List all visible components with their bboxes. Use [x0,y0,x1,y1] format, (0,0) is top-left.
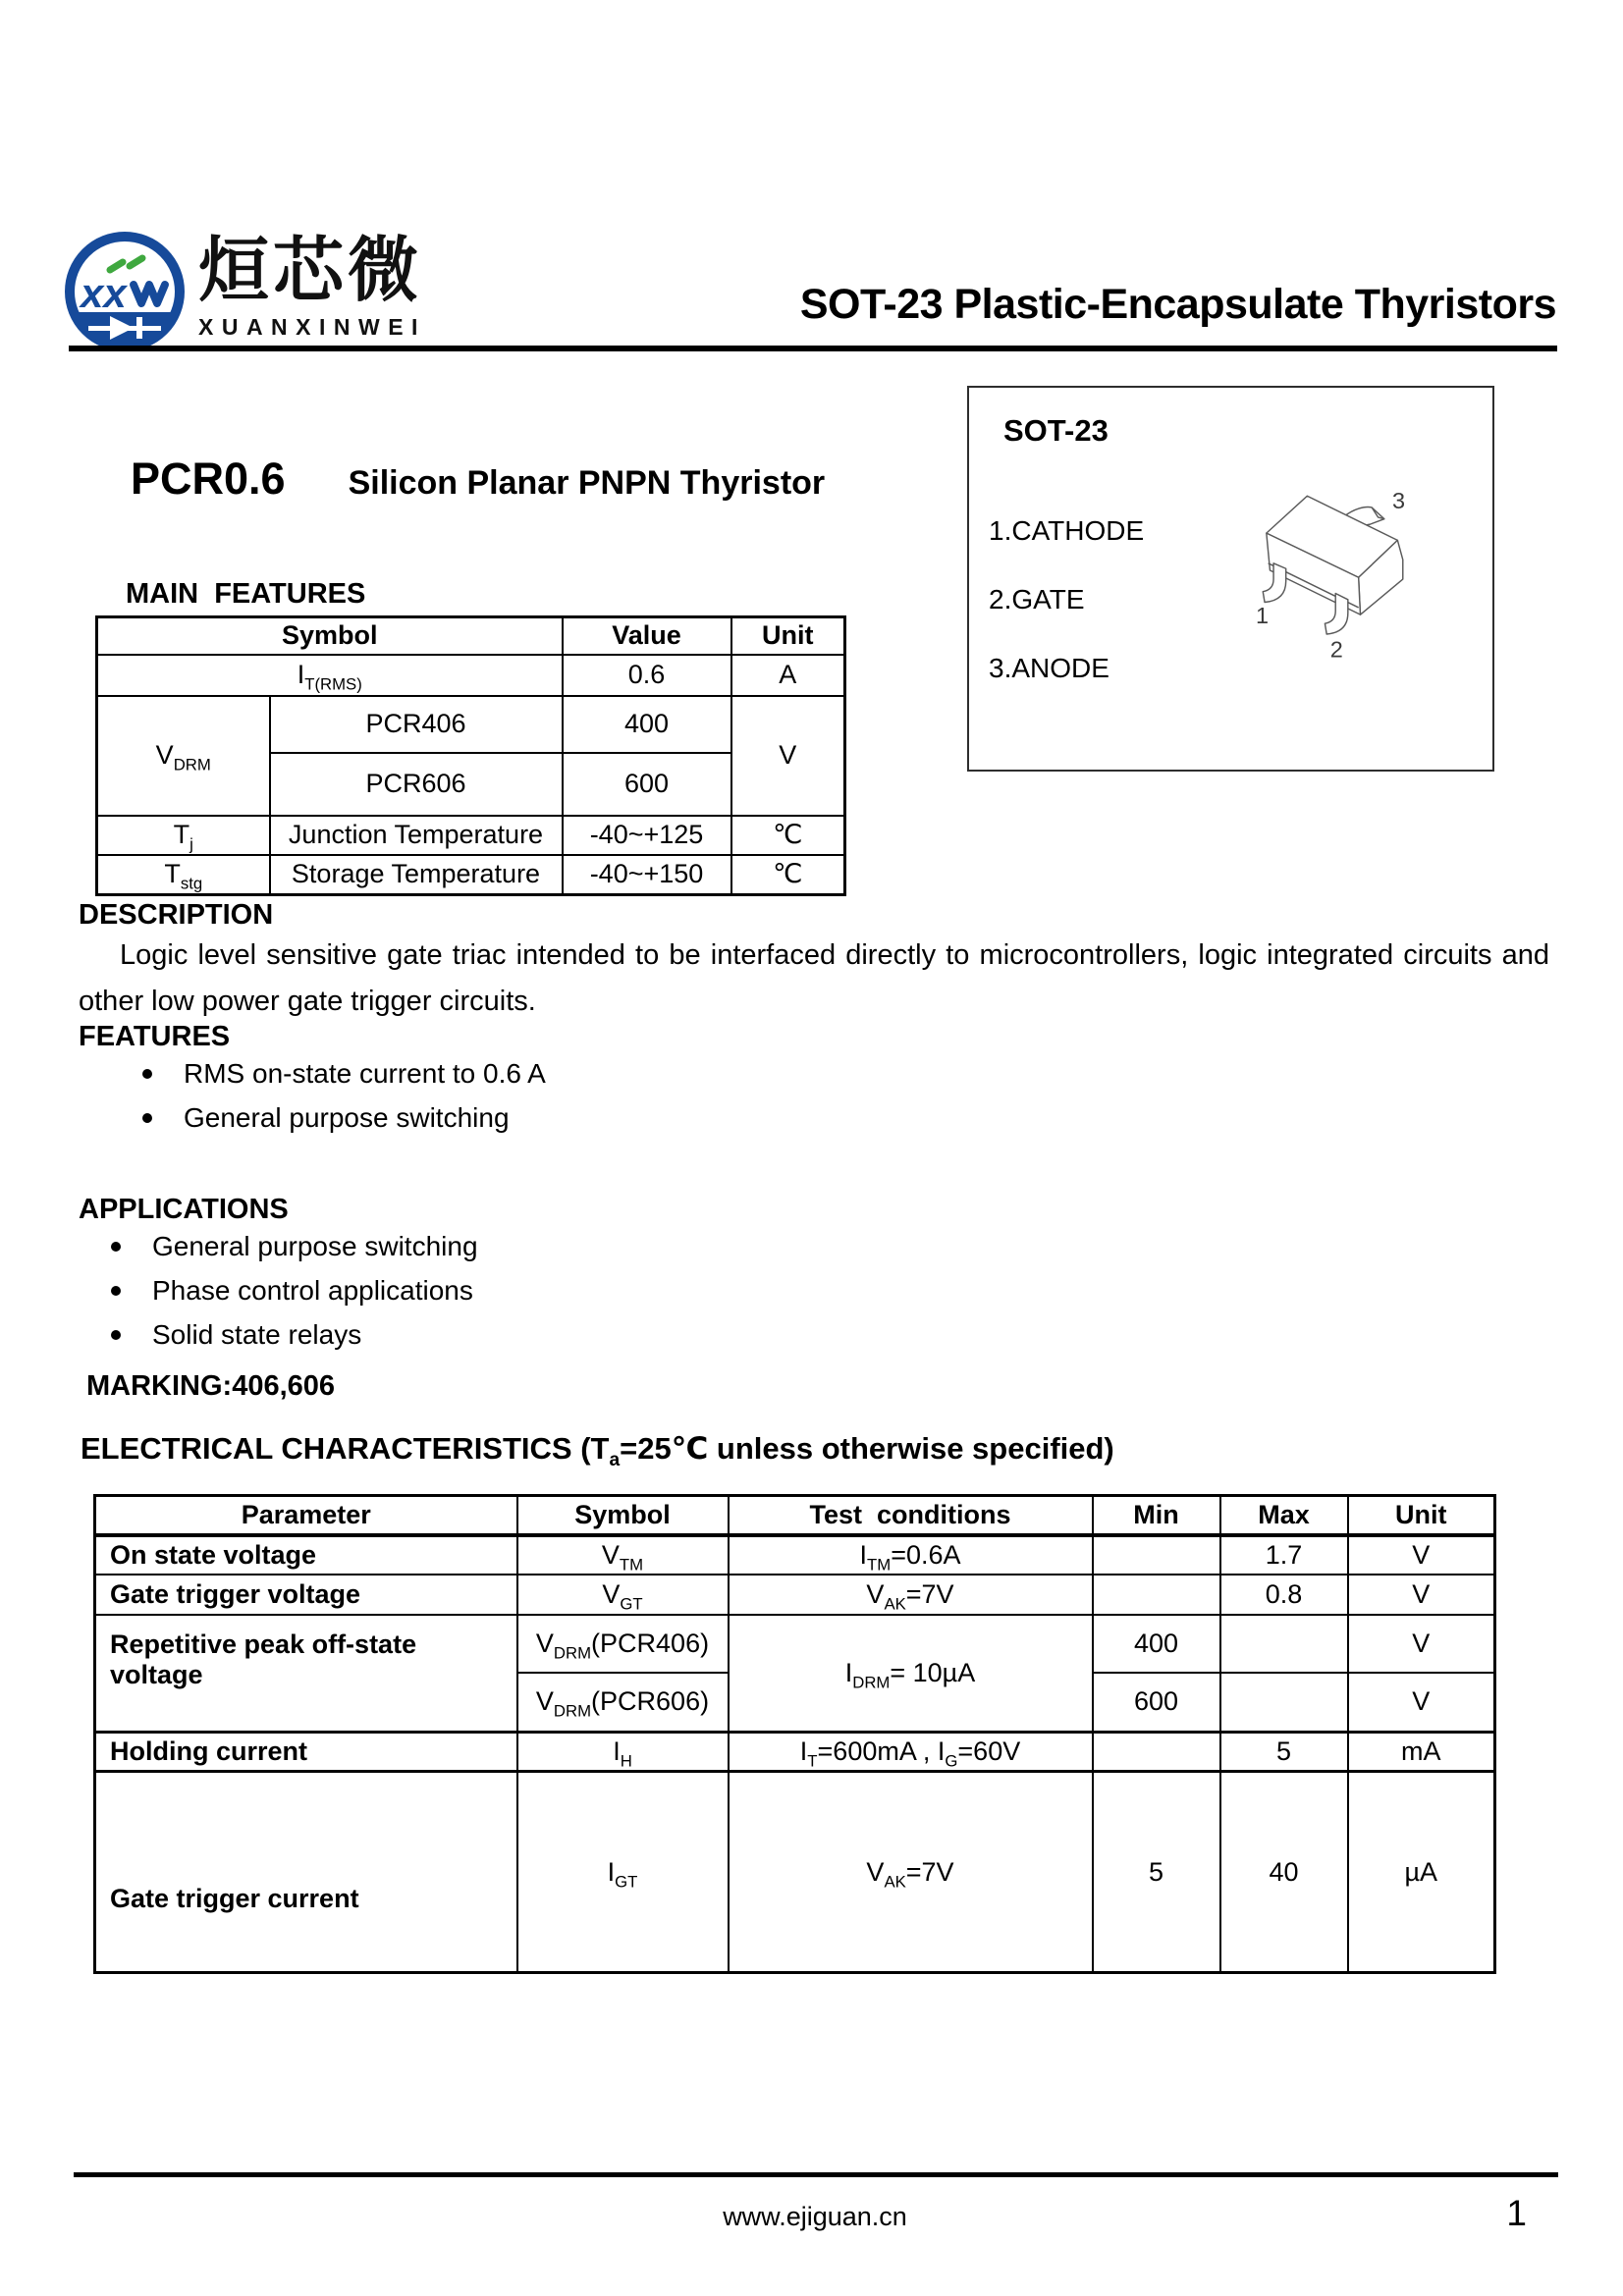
table-row [95,1535,1495,1575]
column-header-value: Value [563,617,731,655]
list-item [111,1275,478,1306]
cell-value: 600 [563,753,731,816]
cell-max: 0.8 [1220,1575,1348,1615]
column-header-unit: Unit [1348,1496,1495,1535]
table-row [95,1772,1495,1973]
cell-parameter: Gate trigger voltage [95,1575,517,1615]
application-item-label: General purpose switching [152,1230,478,1261]
table-row [95,1575,1495,1615]
header-rule [69,346,1557,351]
cell-max [1220,1615,1348,1673]
main-features-heading: MAIN FEATURES [126,578,366,610]
part-number: PCR0.6 [131,454,286,504]
logo-romanized-name: XUANXINWEI [198,314,426,340]
cell-parameter: Gate trigger current [95,1772,517,1973]
table-row [95,1496,1495,1535]
column-header-unit: Unit [731,617,845,655]
cell-value: 0.6 [563,655,731,696]
cell-unit: V [1348,1673,1495,1733]
product-subtitle: Silicon Planar PNPN Thyristor [348,464,826,502]
logo-icon [61,228,189,355]
cell-min: 400 [1093,1615,1220,1673]
company-logo [61,228,426,355]
application-item-label: Solid state relays [152,1318,362,1350]
list-item [111,1231,478,1261]
cell-min [1093,1535,1220,1575]
footer-website: www.ejiguan.cn [723,2202,907,2231]
footer-rule [74,2172,1558,2177]
cell-max [1220,1673,1348,1733]
cell-unit: V [1348,1535,1495,1575]
bullet-icon [142,1069,152,1079]
bullet-icon [111,1286,121,1296]
table-row [97,617,845,655]
package-name: SOT-23 [1003,413,1109,448]
description-heading: DESCRIPTION [79,899,274,931]
sot23-package-drawing-icon [1247,478,1455,672]
table-row [95,1733,1495,1772]
feature-item-label: General purpose switching [184,1101,510,1133]
cell-variant: PCR606 [270,753,563,816]
list-item [111,1319,478,1350]
logo-monogram: xx [81,270,127,316]
cell-unit: V [731,696,845,816]
cell-parameter: Holding current [95,1733,517,1772]
pin-label-cathode: 1.CATHODE [989,515,1145,546]
features-list [142,1058,546,1147]
cell-test-conditions: $I_{TM}=0.6A$ [729,1535,1093,1575]
cell-symbol: $V_{DRM}$ [97,696,270,816]
cell-max: 1.7 [1220,1535,1348,1575]
table-row [97,696,845,753]
cell-description: Storage Temperature [270,855,563,895]
column-header-symbol: Symbol [97,617,563,655]
bullet-icon [142,1113,152,1123]
list-item [142,1102,546,1133]
marking-line: MARKING:406,606 [86,1370,336,1402]
applications-list [111,1231,478,1363]
list-item [142,1058,546,1089]
cell-unit: ℃ [731,816,845,855]
product-heading [131,454,825,505]
cell-min: 600 [1093,1673,1220,1733]
cell-unit: mA [1348,1733,1495,1772]
diagram-pin2-number: 2 [1329,636,1343,663]
cell-symbol: $V_{DRM}(PCR406)$ [517,1615,729,1673]
cell-value: -40~+125 [563,816,731,855]
cell-parameter: On state voltage [95,1535,517,1575]
column-header-min: Min [1093,1496,1220,1535]
cell-test-conditions: $I_{DRM}= 10\mu A$ [729,1615,1093,1733]
column-header-parameter: Parameter [95,1496,517,1535]
cell-unit: A [731,655,845,696]
cell-test-conditions: $I_T=600mA$ , $I_G=60V$ [729,1733,1093,1772]
diagram-pin3-number: 3 [1391,487,1405,513]
description-paragraph: Logic level sensitive gate triac intended to be interfaced directly to microcontrollers, logic integrated circuits and other low power gate trigger circuits. [79,939,1549,1017]
applications-heading: APPLICATIONS [79,1194,289,1225]
cell-symbol: $T_j$ [97,816,270,855]
cell-min [1093,1575,1220,1615]
table-row [97,816,845,855]
application-item-label: Phase control applications [152,1274,473,1306]
cell-min: 5 [1093,1772,1220,1973]
cell-value: 400 [563,696,731,753]
bullet-icon [111,1330,121,1340]
page-number: 1 [1506,2193,1527,2233]
column-header-symbol: Symbol [517,1496,729,1535]
cell-unit: V [1348,1615,1495,1673]
cell-max: 5 [1220,1733,1348,1772]
electrical-characteristics-table [93,1494,1496,1974]
features-heading: FEATURES [79,1021,231,1052]
cell-parameter: Repetitive peak off-state voltage [95,1615,517,1733]
cell-variant: PCR406 [270,696,563,753]
cell-symbol: $I_{GT}$ [517,1772,729,1973]
cell-symbol: $V_{TM}$ [517,1535,729,1575]
cell-test-conditions: $V_{AK}=7V$ [729,1575,1093,1615]
document-title: SOT-23 Plastic-Encapsulate Thyristors [799,281,1556,328]
column-header-max: Max [1220,1496,1348,1535]
bullet-icon [111,1242,121,1252]
logo-chinese-name: 烜芯微 [198,232,423,310]
cell-min [1093,1733,1220,1772]
table-row [95,1615,1495,1673]
electrical-characteristics-heading: ELECTRICAL CHARACTERISTICS ($T_a=25℃$ unless otherwise specified) [81,1431,1114,1471]
column-header-test-conditions: Test conditions [729,1496,1093,1535]
diagram-pin1-number: 1 [1256,603,1270,629]
cell-symbol: $T_{stg}$ [97,855,270,895]
cell-symbol: $V_{GT}$ [517,1575,729,1615]
cell-description: Junction Temperature [270,816,563,855]
cell-test-conditions: $V_{AK}=7V$ [729,1772,1093,1973]
cell-symbol: $V_{DRM}(PCR606)$ [517,1673,729,1733]
main-features-table [95,615,846,896]
table-row [97,855,845,895]
cell-symbol: $I_{T(RMS)}$ [97,655,563,696]
cell-unit: V [1348,1575,1495,1615]
package-outline-box [967,386,1494,772]
cell-value: -40~+150 [563,855,731,895]
cell-unit: µA [1348,1772,1495,1973]
feature-item-label: RMS on-state current to 0.6 A [184,1057,546,1089]
table-row [97,655,845,696]
cell-unit: ℃ [731,855,845,895]
cell-symbol: $I_H$ [517,1733,729,1772]
pin-label-gate: 2.GATE [989,584,1085,614]
pin-label-anode: 3.ANODE [989,653,1109,683]
cell-max: 40 [1220,1772,1348,1973]
